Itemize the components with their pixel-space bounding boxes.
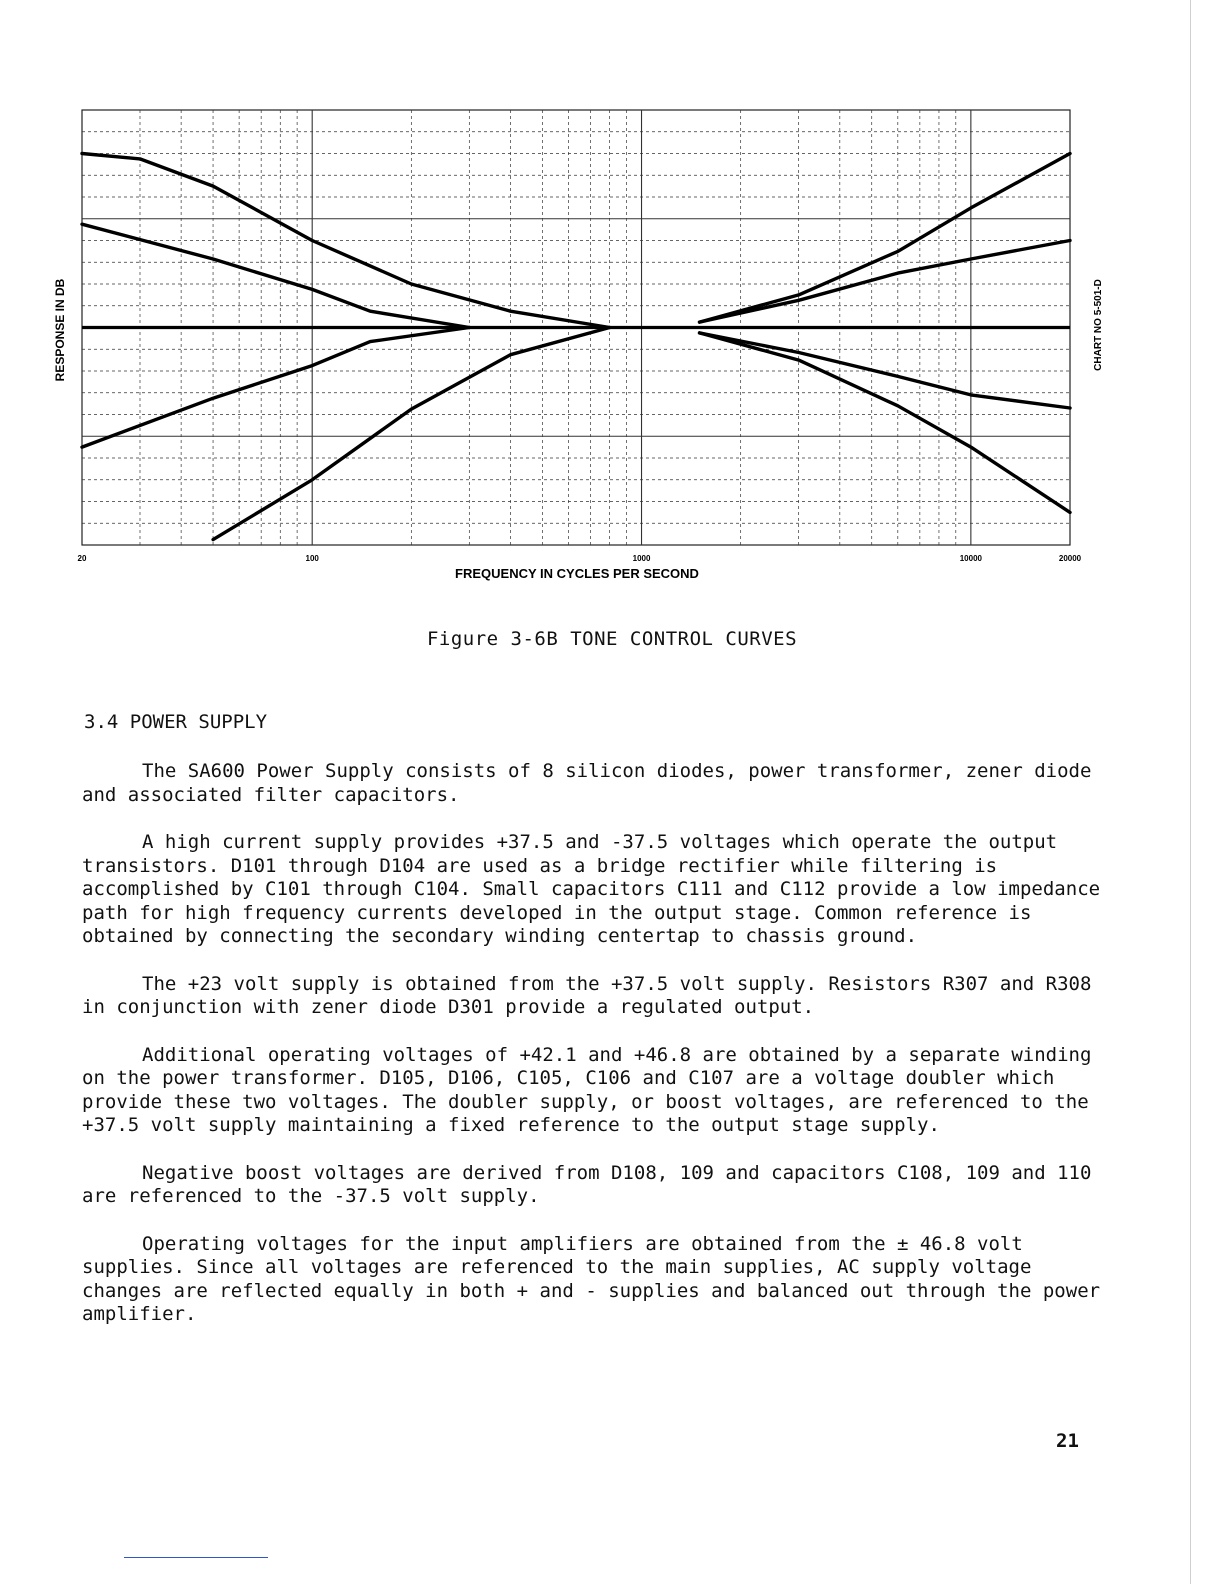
tone-curve — [700, 333, 1071, 513]
x-axis-label: FREQUENCY IN CYCLES PER SECOND — [455, 566, 699, 581]
tone-curve — [700, 154, 1071, 323]
x-tick-label: 1000 — [632, 554, 651, 563]
page-number: 21 — [1056, 1430, 1079, 1452]
x-tick-label: 10000 — [959, 554, 982, 563]
chart-number-note: CHART NO 5-501-D — [1093, 279, 1104, 371]
paragraph: The SA600 Power Supply consists of 8 silicon diodes, power transformer, zener diode and associated filter capacitors. — [82, 760, 1092, 806]
paragraph: The +23 volt supply is obtained from the +37.5 volt supply. Resistors R307 and R308 in conjunction with zener diode D301 provide a regulated output. — [82, 972, 1092, 1018]
bottom-rule — [124, 1557, 268, 1558]
paragraph: Operating voltages for the input amplifiers are obtained from the ± 46.8 volt supplies. Since all voltages are referenced to the main supplies, AC supply voltage changes are reflected equally in both + and - supplies and balanced out through the power amplifier. — [82, 1232, 1101, 1325]
paragraph: Negative boost voltages are derived from D108, 109 and capacitors C108, 109 and 110 are referenced to the -37.5 volt supply. — [82, 1161, 1092, 1207]
section-heading: 3.4 POWER SUPPLY — [84, 711, 268, 733]
tone-curve — [700, 333, 1071, 408]
page-edge-line — [1190, 0, 1191, 1584]
chart-tick-labels — [78, 554, 1082, 563]
body-text — [82, 760, 1102, 1351]
x-tick-label: 100 — [305, 554, 319, 563]
tone-control-chart — [0, 0, 1224, 600]
y-axis-label: RESPONSE IN DB — [53, 278, 67, 382]
tone-curve — [700, 241, 1071, 323]
paragraph: Additional operating voltages of +42.1 and +46.8 are obtained by a separate winding on the power transformer. D105, D106, C105, C106 and C107 are a voltage doubler which provide these two voltages. The doubler supply, or boost voltages, are referenced to the +37.5 volt supply maintaining a fixed reference to the output stage supply. — [82, 1043, 1092, 1136]
x-tick-label: 20 — [77, 554, 87, 563]
figure-caption: Figure 3-6B TONE CONTROL CURVES — [426, 628, 798, 650]
paragraph: A high current supply provides +37.5 and -37.5 voltages which operate the output transistors. D101 through D104 are used as a bridge rectifier while filtering is accomplished by C101 through C104. Small capacitors C111 and C112 provide a low impedance path for high frequency currents developed in the output stage. Common reference is obtained by connecting the secondary winding centertap to chassis ground. — [82, 831, 1101, 947]
chart-curves — [82, 154, 1070, 540]
x-tick-label: 20000 — [1058, 554, 1082, 563]
tone-curve — [82, 224, 469, 327]
